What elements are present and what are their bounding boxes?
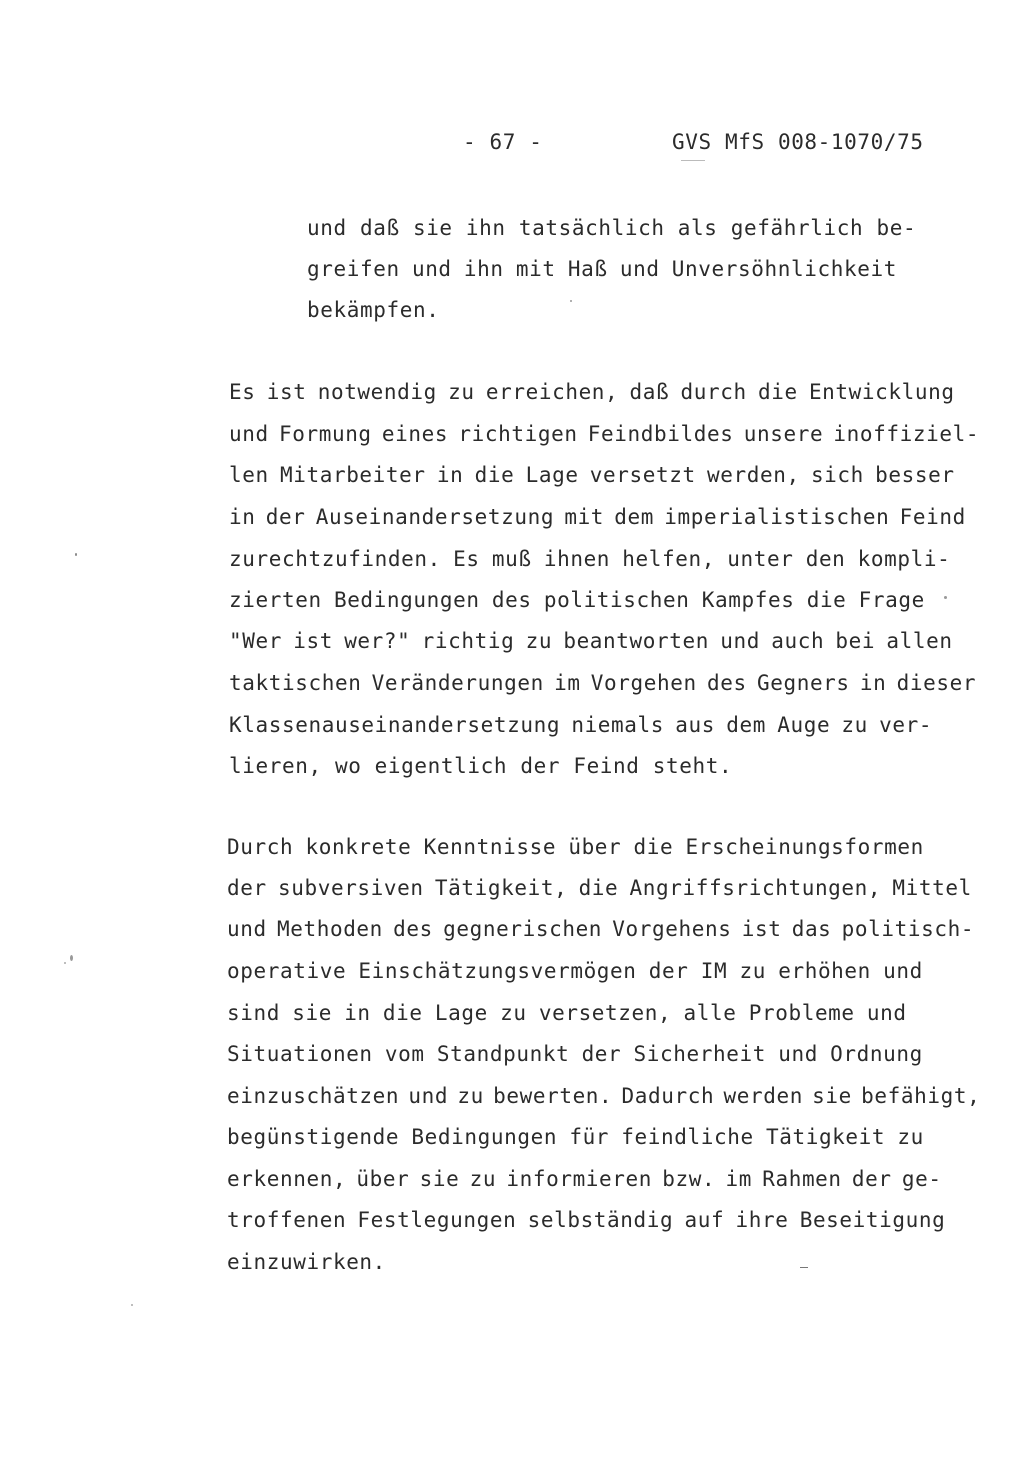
text-line: troffenen Festlegungen selbständig auf ihre Beseitigung (227, 1208, 946, 1232)
text-line: Durch konkrete Kenntnisse über die Erscheinungsformen (227, 835, 924, 859)
text-line: und Methoden des gegnerischen Vorgehens ist das politisch- (227, 917, 975, 941)
text-line: greifen und ihn mit Haß und Unversöhnlichkeit (307, 257, 897, 281)
text-line: Es ist notwendig zu erreichen, daß durch die Entwicklung (229, 380, 955, 404)
text-line: zierten Bedingungen des politischen Kampfes die Frage (229, 588, 925, 612)
document-reference: GVS MfS 008-1070/75 (672, 130, 924, 154)
text-line: und Formung eines richtigen Feindbildes unsere inoffiziel- (229, 422, 980, 446)
page-number: - 67 - (463, 130, 543, 154)
page-header (0, 130, 1024, 166)
text-line: einzuwirken. (227, 1250, 386, 1274)
text-line: in der Auseinandersetzung mit dem imperialistischen Feind (229, 505, 966, 529)
scan-speck (70, 955, 73, 961)
text-line: einzuschätzen und zu bewerten. Dadurch werden sie befähigt, (227, 1084, 981, 1108)
text-line: lieren, wo eigentlich der Feind steht. (229, 754, 733, 778)
text-line: und daß sie ihn tatsächlich als gefährlich be- (307, 216, 917, 240)
text-line: zurechtzufinden. Es muß ihnen helfen, unter den kompli- (229, 547, 951, 571)
text-line: "Wer ist wer?" richtig zu beantworten und auch bei allen (229, 629, 953, 653)
text-line: sind sie in die Lage zu versetzen, alle Probleme und (227, 1001, 907, 1025)
scan-speck (570, 300, 572, 302)
scan-speck (944, 596, 947, 599)
text-line: begünstigende Bedingungen für feindliche Tätigkeit zu (227, 1125, 924, 1149)
text-line: taktischen Veränderungen im Vorgehen des Gegners in dieser (229, 671, 977, 695)
text-line: Klassenauseinandersetzung niemals aus dem Auge zu ver- (229, 713, 933, 737)
text-line: bekämpfen. (307, 298, 440, 322)
scan-speck (131, 1304, 133, 1306)
text-line: erkennen, über sie zu informieren bzw. im Rahmen der ge- (227, 1167, 942, 1191)
scan-speck (681, 160, 705, 161)
scan-speck (75, 553, 77, 556)
text-line: der subversiven Tätigkeit, die Angriffsrichtungen, Mittel (227, 876, 972, 900)
scan-speck (800, 1267, 808, 1268)
text-line: len Mitarbeiter in die Lage versetzt werden, sich besser (229, 463, 955, 487)
text-line: operative Einschätzungsvermögen der IM zu erhöhen und (227, 959, 923, 983)
text-line: Situationen vom Standpunkt der Sicherheit und Ordnung (227, 1042, 923, 1066)
scan-speck (64, 962, 66, 964)
